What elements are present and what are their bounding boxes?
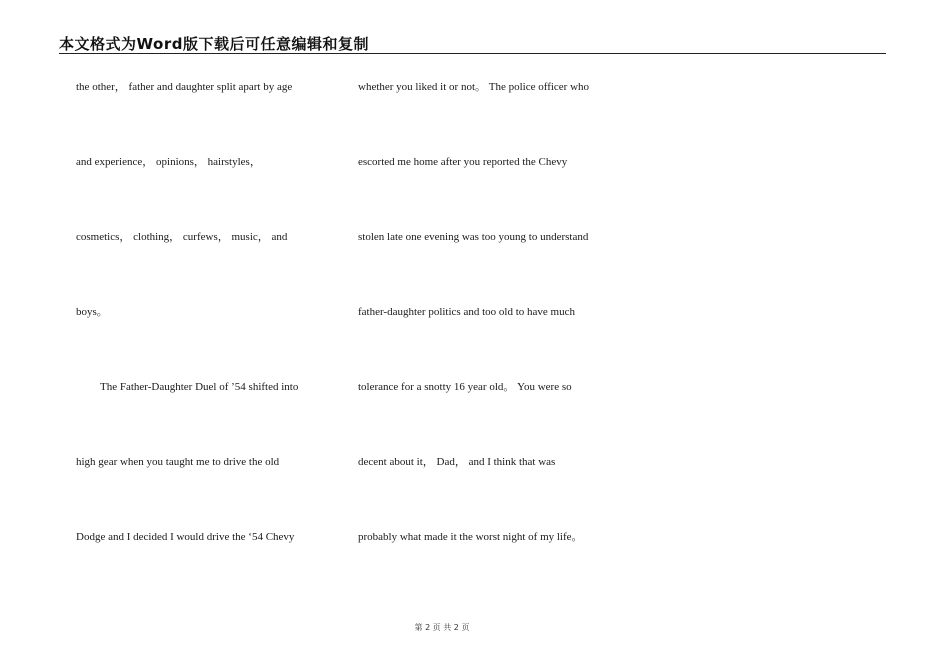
text-line: and experience， opinions， hairstyles， — [76, 156, 261, 168]
text-line: decent about it， Dad， and I think that was — [358, 456, 556, 468]
text-line: escorted me home after you reported the Chevy — [358, 156, 568, 168]
text-line: boys。 — [76, 306, 108, 318]
paragraph-start-line: The Father-Daughter Duel of ’54 shifted into — [100, 381, 299, 393]
text-line: whether you liked it or not。 The police officer who — [358, 81, 590, 93]
text-line: cosmetics， clothing， curfews， music， and — [76, 231, 288, 243]
text-line: stolen late one evening was too young to understand — [358, 231, 589, 243]
text-line: high gear when you taught me to drive the old — [76, 456, 280, 468]
header-title: 本文格式为Word版下载后可任意编辑和复制 — [59, 35, 369, 53]
header-divider — [59, 53, 886, 54]
text-line: father-daughter politics and too old to have much — [358, 306, 575, 318]
text-line: Dodge and I decided I would drive the ‘54 Chevy — [76, 531, 295, 543]
text-line: tolerance for a snotty 16 year old。 You were so — [358, 381, 572, 393]
page-number-footer: 第 2 页 共 2 页 — [414, 623, 470, 632]
text-line: the other， father and daughter split apart by age — [76, 81, 293, 93]
text-line: probably what made it the worst night of my life。 — [358, 531, 583, 543]
